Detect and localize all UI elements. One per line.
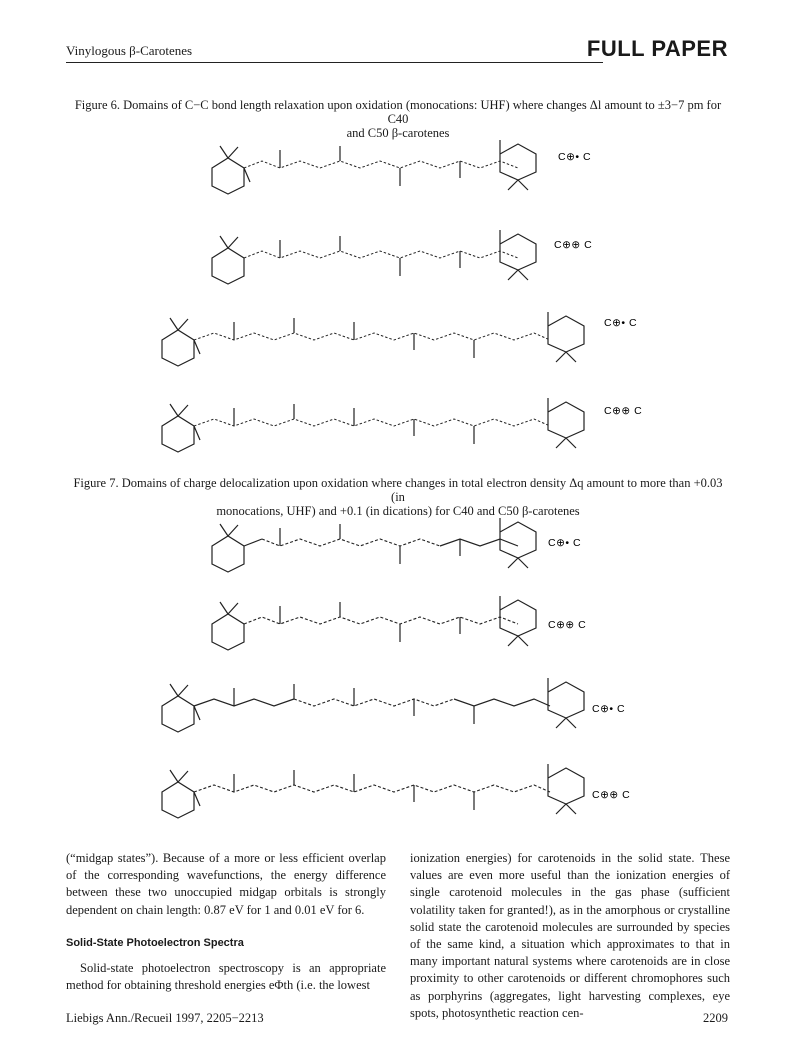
- page-number: 2209: [703, 1011, 728, 1025]
- header-rule: [66, 62, 603, 63]
- right-column: [410, 850, 730, 1022]
- fig6-species-4: C⊕⊕ C: [604, 405, 643, 417]
- fig6-molecule-c40-dication: [212, 230, 536, 284]
- fig6-species-3: C⊕• C: [604, 317, 638, 329]
- fig7-species-4: C⊕⊕ C: [592, 789, 631, 801]
- figure7-caption-line1: Figure 7. Domains of charge delocalization upon oxidation where changes in total electron density Δq amount to more than +0.03 (in: [73, 476, 723, 504]
- fig6-molecule-c50-dication: [162, 398, 584, 452]
- left-paragraph-1: (“midgap states”). Because of a more or less efficient overlap of the corresponding wavefunctions, the energy difference between these two unoccupied midgap orbitals is strongly dependent on chain length: 0.87 eV for 1 and 0.01 eV for 6.: [66, 851, 386, 917]
- figure6-structures: [0, 128, 796, 458]
- left-column: [66, 850, 386, 994]
- left-paragraph-2: Solid-state photoelectron spectroscopy is an appropriate method for obtaining threshold energies eΦth (i.e. the lowest: [66, 961, 386, 993]
- fig7-molecule-c50-monocation: [162, 678, 584, 732]
- journal-section-tag: FULL PAPER: [586, 36, 728, 61]
- fig6-molecule-c50-monocation: [162, 312, 584, 366]
- fig7-molecule-c40-dication: [212, 596, 536, 650]
- fig7-molecule-c50-dication: [162, 764, 584, 818]
- fig6-molecule-c40-monocation: [212, 140, 536, 194]
- figure7-structures: [0, 506, 796, 826]
- fig7-species-1: C⊕• C: [548, 537, 582, 549]
- right-paragraph-1: ionization energies) for carotenoids in the solid state. These values are even more useful than the ionization energies of single carotenoid molecules in the gas phase (sufficient volatility taken for granted!), as in the amorphous or crystalline solid state the carotenoid molecules are surrounded by species of the same kind, a situation which approximates to that in many important natural systems where carotenoids are in close proximity to other carotenoids or different chromophores such as porphyrins (aggregates, light harvesting complexes, eye spots, photosynthetic reaction cen-: [410, 851, 730, 1020]
- fig7-molecule-c40-monocation: [212, 518, 536, 572]
- figure6-caption-line2: and C50 β-carotenes: [346, 126, 450, 140]
- fig7-species-2: C⊕⊕ C: [548, 619, 587, 631]
- section-heading: Solid-State Photoelectron Spectra: [66, 936, 244, 949]
- fig7-species-3: C⊕• C: [592, 703, 626, 715]
- figure6-caption-line1: Figure 6. Domains of C−C bond length relaxation upon oxidation (monocations: UHF) where changes Δl amount to ±3−7 pm for C40: [74, 98, 722, 126]
- running-head: Vinylogous β-Carotenes: [66, 43, 193, 58]
- fig6-species-2: C⊕⊕ C: [554, 239, 593, 251]
- fig6-species-1: C⊕• C: [558, 151, 592, 163]
- figure7-caption-line2: monocations, UHF) and +0.1 (in dications) for C40 and C50 β-carotenes: [216, 504, 580, 518]
- footer-citation: Liebigs Ann./Recueil 1997, 2205−2213: [66, 1011, 264, 1025]
